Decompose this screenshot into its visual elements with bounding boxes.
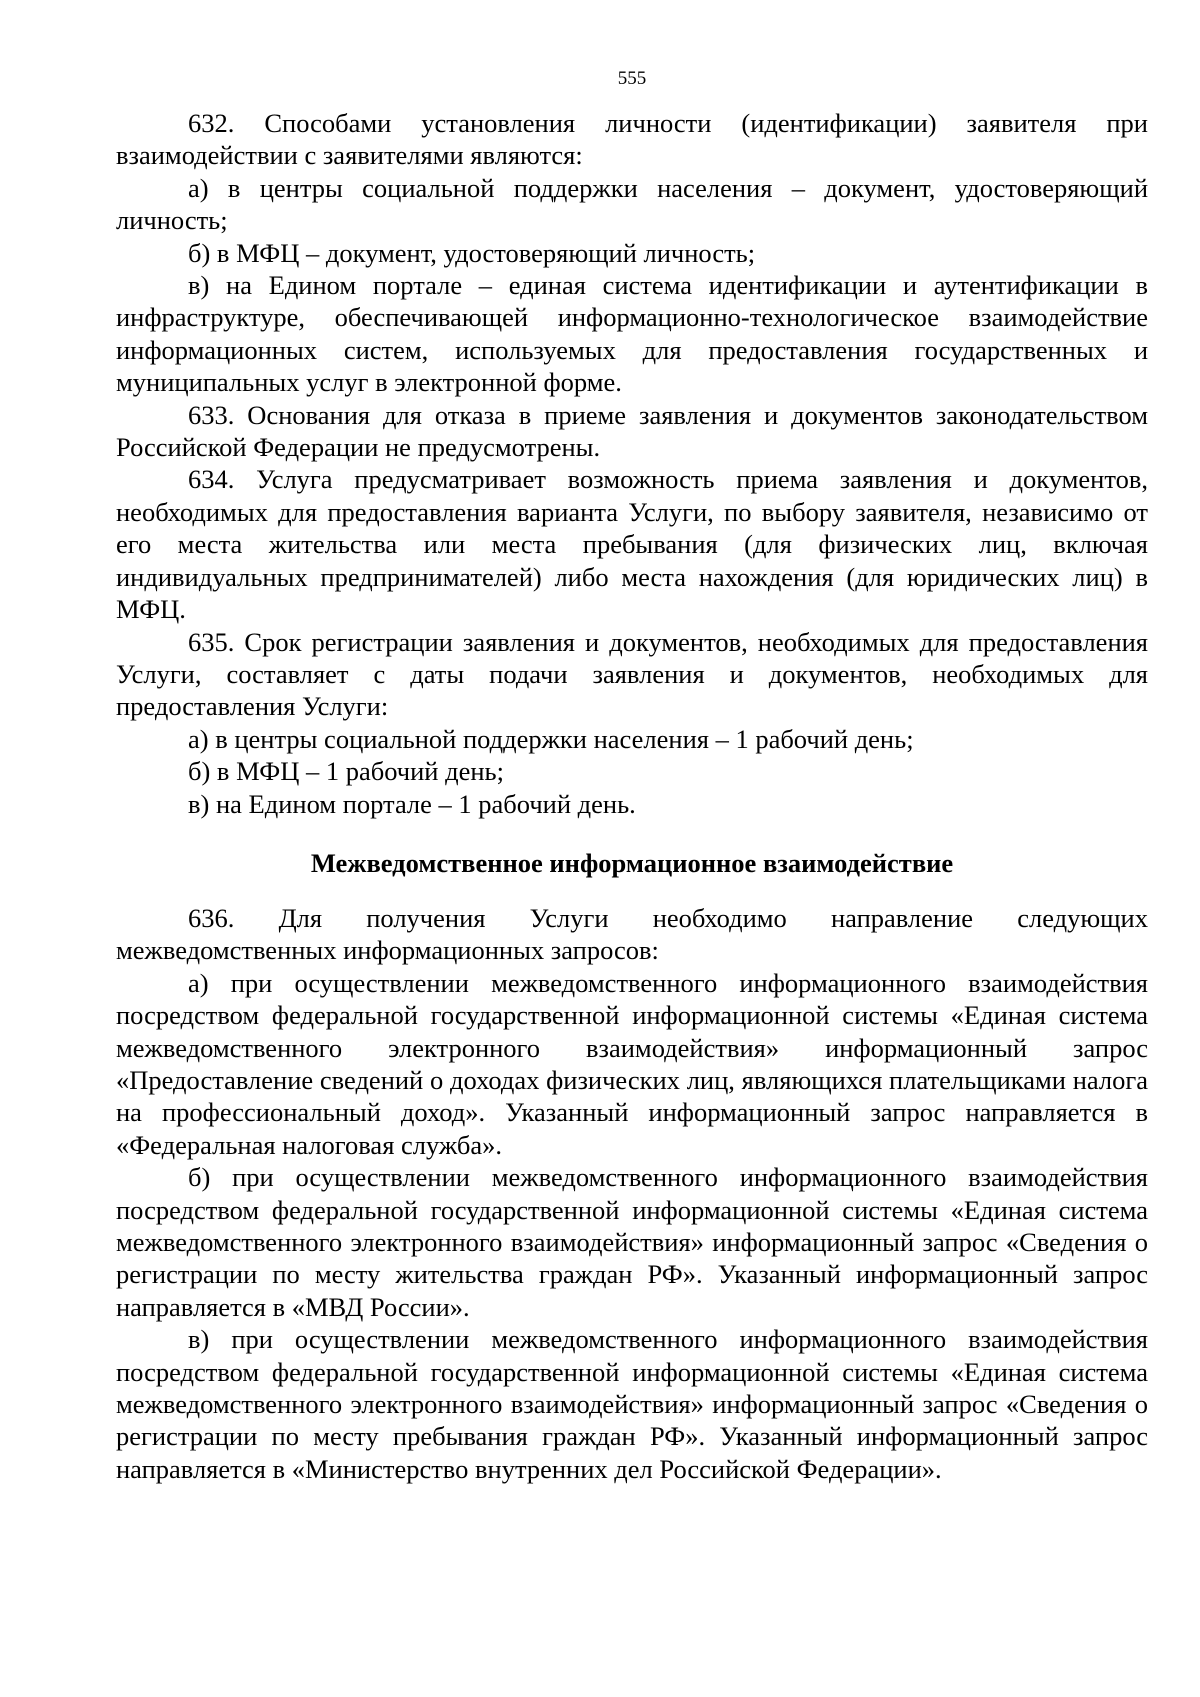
list-item-636-c: в) при осуществлении межведомственного информационного взаимодействия посредством федеральной государственной информационной системы «Единая система межведомственного электронного взаимодействия» информационный запрос «Сведения о регистрации по месту пребывания граждан РФ». Указанный информационный запрос направляется в «Министерство внутренних дел Российской Федерации». bbox=[116, 1324, 1148, 1484]
page-number: 555 bbox=[617, 68, 647, 89]
paragraph-633: 633. Основания для отказа в приеме заявления и документов законодательством Российской Федерации не предусмотрены. bbox=[116, 399, 1148, 463]
paragraph-635: 635. Срок регистрации заявления и документов, необходимых для предоставления Услуги, составляет с даты подачи заявления и документов, необходимых для предоставления Услуги: bbox=[116, 626, 1148, 722]
list-item-636-b: б) при осуществлении межведомственного информационного взаимодействия посредством федеральной государственной информационной системы «Единая система межведомственного электронного взаимодействия» информационный запрос «Сведения о регистрации по месту жительства граждан РФ». Указанный информационный запрос направляется в «МВД России». bbox=[116, 1162, 1148, 1322]
paragraph-632: 632. Способами установления личности (идентификации) заявителя при взаимодействии с заявителями являются: bbox=[116, 108, 1148, 171]
section-interagency-interaction bbox=[116, 902, 1148, 1485]
list-item-635-a: а) в центры социальной поддержки населения – 1 рабочий день; bbox=[188, 723, 914, 754]
list-item-632-b: б) в МФЦ – документ, удостоверяющий личность; bbox=[188, 237, 756, 268]
list-item-635-c: в) на Едином портале – 1 рабочий день. bbox=[188, 788, 636, 819]
paragraph-634: 634. Услуга предусматривает возможность приема заявления и документов, необходимых для предоставления варианта Услуги, по выбору заявителя, независимо от его места жительства или места пребывания (для физических лиц, включая индивидуальных предпринимателей) либо места нахождения (для юридических лиц) в МФЦ. bbox=[116, 464, 1148, 625]
list-item-636-a: а) при осуществлении межведомственного информационного взаимодействия посредством федеральной государственной информационной системы «Единая система межведомственного электронного взаимодействия» информационный запрос «Предоставление сведений о доходах физических лиц, являющихся плательщиками налога на профессиональный доход». Указанный информационный запрос направляется в «Федеральная налоговая служба». bbox=[116, 967, 1148, 1160]
document-page bbox=[116, 68, 1148, 1485]
list-item-632-c: в) на Едином портале – единая система идентификации и аутентификации в инфраструктуре, обеспечивающей информационно-технологическое взаимодействие информационных систем, используемых для предоставления государственных и муниципальных услуг в электронной форме. bbox=[116, 270, 1148, 398]
section-heading: Межведомственное информационное взаимодействие bbox=[310, 847, 954, 878]
paragraph-636: 636. Для получения Услуги необходимо направление следующих межведомственных информационных запросов: bbox=[116, 902, 1148, 966]
list-item-632-a: а) в центры социальной поддержки населения – документ, удостоверяющий личность; bbox=[116, 172, 1148, 236]
list-item-635-b: б) в МФЦ – 1 рабочий день; bbox=[188, 756, 504, 787]
section-service-provision bbox=[116, 107, 1148, 820]
